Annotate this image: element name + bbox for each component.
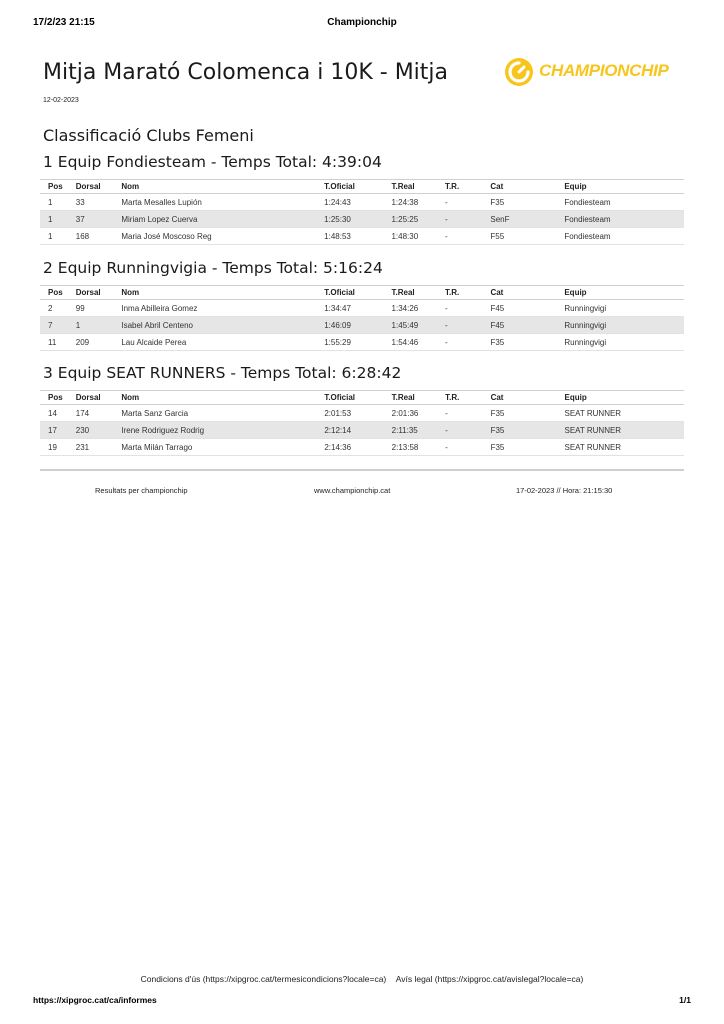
table-header-row <box>40 286 684 300</box>
cell-tr: - <box>445 194 490 211</box>
page-number: 1/1 <box>679 995 691 1005</box>
results-table <box>40 390 684 456</box>
section-title: Classificació Clubs Femeni <box>43 126 254 145</box>
table-header-row <box>40 180 684 194</box>
footer-divider <box>40 469 684 471</box>
cell-treal: 2:11:35 <box>392 422 446 439</box>
cell-nom: Lau Alcaide Perea <box>121 334 324 351</box>
col-equip: Equip <box>564 391 684 405</box>
cell-treal: 1:54:46 <box>392 334 446 351</box>
cell-toficial: 2:01:53 <box>324 405 391 422</box>
table-row <box>40 317 684 334</box>
cell-equip: Runningvigi <box>564 300 684 317</box>
col-pos: Pos <box>40 180 76 194</box>
cell-cat: F35 <box>490 334 564 351</box>
cell-cat: F45 <box>490 300 564 317</box>
cell-equip: Runningvigi <box>564 317 684 334</box>
col-dorsal: Dorsal <box>76 180 122 194</box>
team-block-3 <box>40 364 684 456</box>
col-cat: Cat <box>491 391 565 405</box>
legal-notice-link[interactable]: Avís legal (https://xipgroc.cat/avislegal?locale=ca) <box>395 974 584 984</box>
col-toficial: T.Oficial <box>324 286 391 300</box>
cell-equip: Runningvigi <box>564 334 684 351</box>
cell-pos: 1 <box>40 194 76 211</box>
cell-pos: 2 <box>40 300 76 317</box>
col-nom: Nom <box>121 391 324 405</box>
table-row <box>40 300 684 317</box>
cell-dorsal: 99 <box>76 300 122 317</box>
report-title: Mitja Marató Colomenca i 10K - Mitja <box>43 60 449 85</box>
cell-treal: 1:48:30 <box>391 228 444 245</box>
cell-tr: - <box>445 317 490 334</box>
results-table <box>40 179 684 245</box>
stopwatch-logo-icon <box>503 56 535 88</box>
cell-cat: SenF <box>490 211 564 228</box>
cell-nom: Marta Milán Tarrago <box>121 439 324 456</box>
cell-equip: Fondiesteam <box>564 228 684 245</box>
results-table <box>40 285 684 351</box>
cell-toficial: 1:55:29 <box>324 334 391 351</box>
table-row <box>40 228 684 245</box>
website-text: www.championchip.cat <box>314 486 391 495</box>
cell-pos: 1 <box>40 228 76 245</box>
col-dorsal: Dorsal <box>76 286 122 300</box>
cell-nom: Miriam Lopez Cuerva <box>121 211 324 228</box>
cell-toficial: 2:14:36 <box>324 439 391 456</box>
cell-dorsal: 230 <box>76 422 122 439</box>
col-cat: Cat <box>490 286 564 300</box>
col-treal: T.Real <box>391 180 444 194</box>
cell-pos: 14 <box>40 405 76 422</box>
championchip-logo <box>503 56 688 88</box>
cell-treal: 2:01:36 <box>392 405 446 422</box>
col-pos: Pos <box>40 286 76 300</box>
col-dorsal: Dorsal <box>76 391 122 405</box>
cell-tr: - <box>445 439 490 456</box>
cell-equip: SEAT RUNNER <box>564 422 684 439</box>
cell-treal: 1:34:26 <box>392 300 446 317</box>
col-toficial: T.Oficial <box>324 391 391 405</box>
cell-toficial: 1:25:30 <box>324 211 391 228</box>
cell-dorsal: 168 <box>76 228 122 245</box>
print-url: https://xipgroc.cat/ca/informes <box>33 995 157 1005</box>
cell-equip: Fondiesteam <box>564 194 684 211</box>
col-treal: T.Real <box>392 391 446 405</box>
col-cat: Cat <box>490 180 564 194</box>
cell-nom: Irene Rodriguez Rodrig <box>121 422 324 439</box>
team-block-2 <box>40 259 684 351</box>
table-row <box>40 405 684 422</box>
team-title: 1 Equip Fondiesteam - Temps Total: 4:39:04 <box>43 153 382 171</box>
cell-toficial: 1:46:09 <box>324 317 391 334</box>
cell-cat: F55 <box>490 228 564 245</box>
cell-cat: F35 <box>490 194 564 211</box>
cell-equip: Fondiesteam <box>564 211 684 228</box>
print-header <box>33 17 691 31</box>
cell-tr: - <box>445 228 490 245</box>
cell-nom: Marta Sanz Garcia <box>121 405 324 422</box>
table-header-row <box>40 391 684 405</box>
legal-links <box>0 974 724 984</box>
cell-cat: F35 <box>491 422 565 439</box>
cell-toficial: 1:48:53 <box>324 228 391 245</box>
cell-dorsal: 231 <box>76 439 122 456</box>
print-timestamp: 17/2/23 21:15 <box>33 17 95 28</box>
cell-cat: F35 <box>491 405 565 422</box>
logo-wordmark: CHAMPIONCHIP <box>539 61 669 80</box>
team-title: 3 Equip SEAT RUNNERS - Temps Total: 6:28:42 <box>43 364 402 382</box>
col-nom: Nom <box>121 180 324 194</box>
cell-treal: 1:45:49 <box>392 317 446 334</box>
cell-pos: 1 <box>40 211 76 228</box>
cell-dorsal: 33 <box>76 194 122 211</box>
results-by-text: Resultats per championchip <box>95 486 188 495</box>
cell-toficial: 1:24:43 <box>324 194 391 211</box>
col-tr: T.R. <box>445 286 490 300</box>
cell-tr: - <box>445 300 490 317</box>
cell-dorsal: 174 <box>76 405 122 422</box>
team-block-1 <box>40 153 684 245</box>
cell-dorsal: 37 <box>76 211 122 228</box>
col-tr: T.R. <box>445 180 490 194</box>
cell-tr: - <box>445 334 490 351</box>
cell-dorsal: 1 <box>76 317 122 334</box>
cell-nom: Isabel Abril Centeno <box>121 317 324 334</box>
col-tr: T.R. <box>445 391 490 405</box>
table-row <box>40 439 684 456</box>
cell-toficial: 1:34:47 <box>324 300 391 317</box>
table-row <box>40 194 684 211</box>
col-pos: Pos <box>40 391 76 405</box>
team-title: 2 Equip Runningvigia - Temps Total: 5:16:24 <box>43 259 383 277</box>
col-toficial: T.Oficial <box>324 180 391 194</box>
table-row <box>40 334 684 351</box>
cell-treal: 2:13:58 <box>392 439 446 456</box>
cell-treal: 1:24:38 <box>391 194 444 211</box>
cell-tr: - <box>445 422 490 439</box>
cell-pos: 7 <box>40 317 76 334</box>
cell-nom: Maria José Moscoso Reg <box>121 228 324 245</box>
table-row <box>40 211 684 228</box>
report-date: 12-02-2023 <box>43 97 79 104</box>
col-equip: Equip <box>564 286 684 300</box>
cell-toficial: 2:12:14 <box>324 422 391 439</box>
cell-pos: 19 <box>40 439 76 456</box>
cell-equip: SEAT RUNNER <box>564 439 684 456</box>
cell-cat: F35 <box>491 439 565 456</box>
col-equip: Equip <box>564 180 684 194</box>
print-footer <box>33 995 691 1007</box>
cell-nom: Inma Abilleira Gomez <box>121 300 324 317</box>
col-treal: T.Real <box>392 286 446 300</box>
col-nom: Nom <box>121 286 324 300</box>
cell-tr: - <box>445 405 490 422</box>
cell-cat: F45 <box>490 317 564 334</box>
cell-pos: 17 <box>40 422 76 439</box>
generated-timestamp: 17-02-2023 // Hora: 21:15:30 <box>516 486 613 495</box>
cell-dorsal: 209 <box>76 334 122 351</box>
cell-equip: SEAT RUNNER <box>564 405 684 422</box>
cell-nom: Marta Mesalles Lupión <box>121 194 324 211</box>
conditions-link[interactable]: Condicions d'ús (https://xipgroc.cat/termesicondicions?locale=ca) <box>140 974 387 984</box>
cell-pos: 11 <box>40 334 76 351</box>
cell-tr: - <box>445 211 490 228</box>
table-row <box>40 422 684 439</box>
print-page-title: Championchip <box>327 17 397 28</box>
cell-treal: 1:25:25 <box>391 211 444 228</box>
